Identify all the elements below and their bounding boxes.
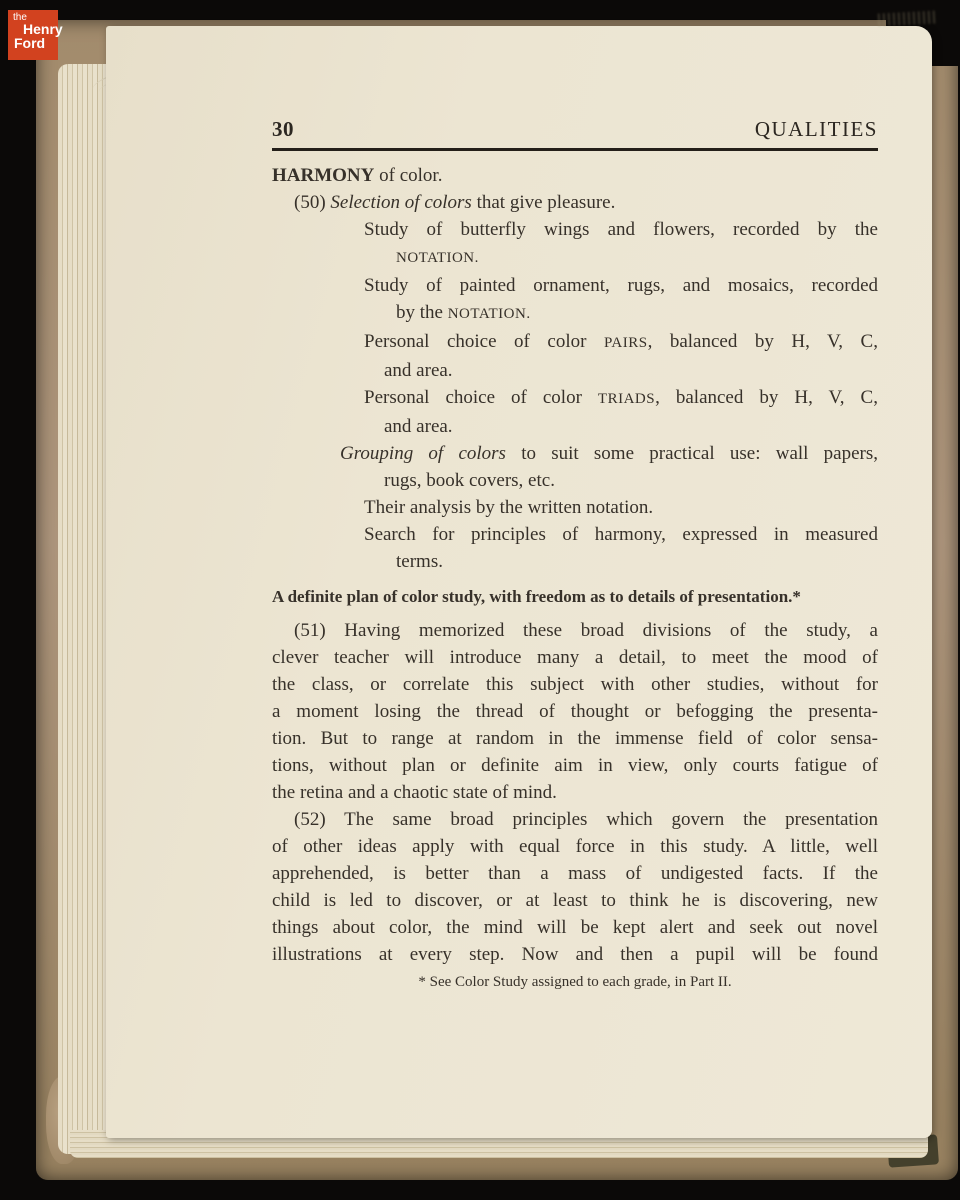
text-line: [272, 644, 878, 671]
text-segment: A definite plan of color study, with freedom as to details of presentation.*: [272, 587, 801, 606]
text-segment: Search for principles of harmony, expressed in measured: [364, 524, 878, 545]
text-line: [272, 440, 878, 467]
text-segment: NOTATION.: [447, 306, 531, 322]
text-segment: Personal choice of color: [364, 387, 598, 408]
header-rule: [272, 148, 878, 151]
text-line: [272, 833, 878, 860]
page-number: 30: [272, 117, 294, 141]
text-segment: tions, without plan or definite aim in view, only courts fatigue of: [272, 755, 878, 776]
text-segment: HARMONY: [272, 165, 375, 186]
logo-text-the: the: [13, 12, 27, 23]
text-segment: that give pleasure.: [471, 192, 616, 213]
henry-ford-logo: [8, 10, 63, 60]
text-segment: , balanced by H, V, C,: [655, 387, 878, 408]
text-line: [272, 698, 878, 725]
text-segment: and area.: [384, 416, 453, 437]
text-segment: (52) The same broad principles which govern the presentation: [294, 809, 878, 830]
text-segment: apprehended, is better than a mass of undigested facts. If the: [272, 863, 878, 884]
page-header: [272, 114, 878, 144]
text-segment: NOTATION.: [396, 250, 479, 266]
text-segment: PAIRS: [603, 335, 648, 351]
logo-text-ford: Ford: [14, 35, 46, 51]
text-segment: things about color, the mind will be kept alert and seek out novel: [272, 917, 878, 938]
text-line: [272, 941, 878, 968]
text-segment: child is led to discover, or at least to think he is discovering, new: [272, 890, 878, 911]
text-segment: by the: [396, 302, 448, 323]
text-segment: the class, or correlate this subject with other studies, without for: [272, 674, 878, 695]
page-edges-left: [58, 64, 112, 1154]
text-segment: illustrations at every step. Now and then a pupil will be found: [272, 944, 878, 965]
text-line: [272, 299, 878, 328]
text-segment: a moment losing the thread of thought or befogging the presenta-: [272, 701, 878, 722]
text-line: [272, 243, 878, 272]
text-segment: of other ideas apply with equal force in this study. A little, well: [272, 836, 878, 857]
text-segment: the retina and a chaotic state of mind.: [272, 782, 557, 803]
text-line: [272, 806, 878, 833]
text-segment: (50): [294, 192, 331, 213]
text-line: [272, 216, 878, 243]
text-line: [272, 779, 878, 806]
book-page: [106, 26, 932, 1138]
logo-text-henry: Henry: [23, 21, 63, 37]
text-segment: tion. But to range at random in the immense field of color sensa-: [272, 728, 878, 749]
text-line: [272, 384, 878, 413]
text-segment: , balanced by H, V, C,: [647, 331, 878, 352]
text-line: [272, 548, 878, 575]
text-line: [272, 467, 878, 494]
text-line: [272, 752, 878, 779]
text-line: [272, 860, 878, 887]
text-segment: Selection of colors: [330, 192, 472, 213]
text-line: [272, 617, 878, 644]
text-line: [272, 189, 878, 216]
page-text: [272, 162, 878, 968]
text-segment: terms.: [396, 551, 443, 572]
running-title: QUALITIES: [754, 117, 878, 141]
text-line: [272, 725, 878, 752]
text-line: [272, 272, 878, 299]
text-line: [272, 671, 878, 698]
text-segment: clever teacher will introduce many a detail, to meet the mood of: [272, 647, 878, 668]
footnote: * See Color Study assigned to each grade, in Part II.: [418, 974, 732, 990]
text-segment: and area.: [384, 360, 453, 381]
text-line: [272, 584, 878, 610]
text-segment: Study of painted ornament, rugs, and mosaics, recorded: [364, 275, 878, 296]
text-segment: rugs, book covers, etc.: [384, 470, 555, 491]
text-line: [272, 413, 878, 440]
text-line: [272, 357, 878, 384]
text-segment: Their analysis by the written notation.: [364, 497, 654, 518]
text-segment: (51) Having memorized these broad divisions of the study, a: [294, 620, 878, 641]
text-line: [272, 494, 878, 521]
text-segment: Personal choice of color: [364, 331, 604, 352]
text-line: [272, 887, 878, 914]
text-segment: TRIADS: [597, 391, 656, 407]
text-segment: Study of butterfly wings and flowers, recorded by the: [364, 219, 878, 240]
text-line: [272, 914, 878, 941]
text-block: [272, 114, 878, 991]
text-segment: Grouping of colors: [340, 443, 506, 464]
text-segment: of color.: [374, 165, 443, 186]
text-line: [272, 162, 878, 189]
text-line: [272, 521, 878, 548]
text-segment: to suit some practical use: wall papers,: [505, 443, 879, 464]
text-line: [272, 328, 878, 357]
